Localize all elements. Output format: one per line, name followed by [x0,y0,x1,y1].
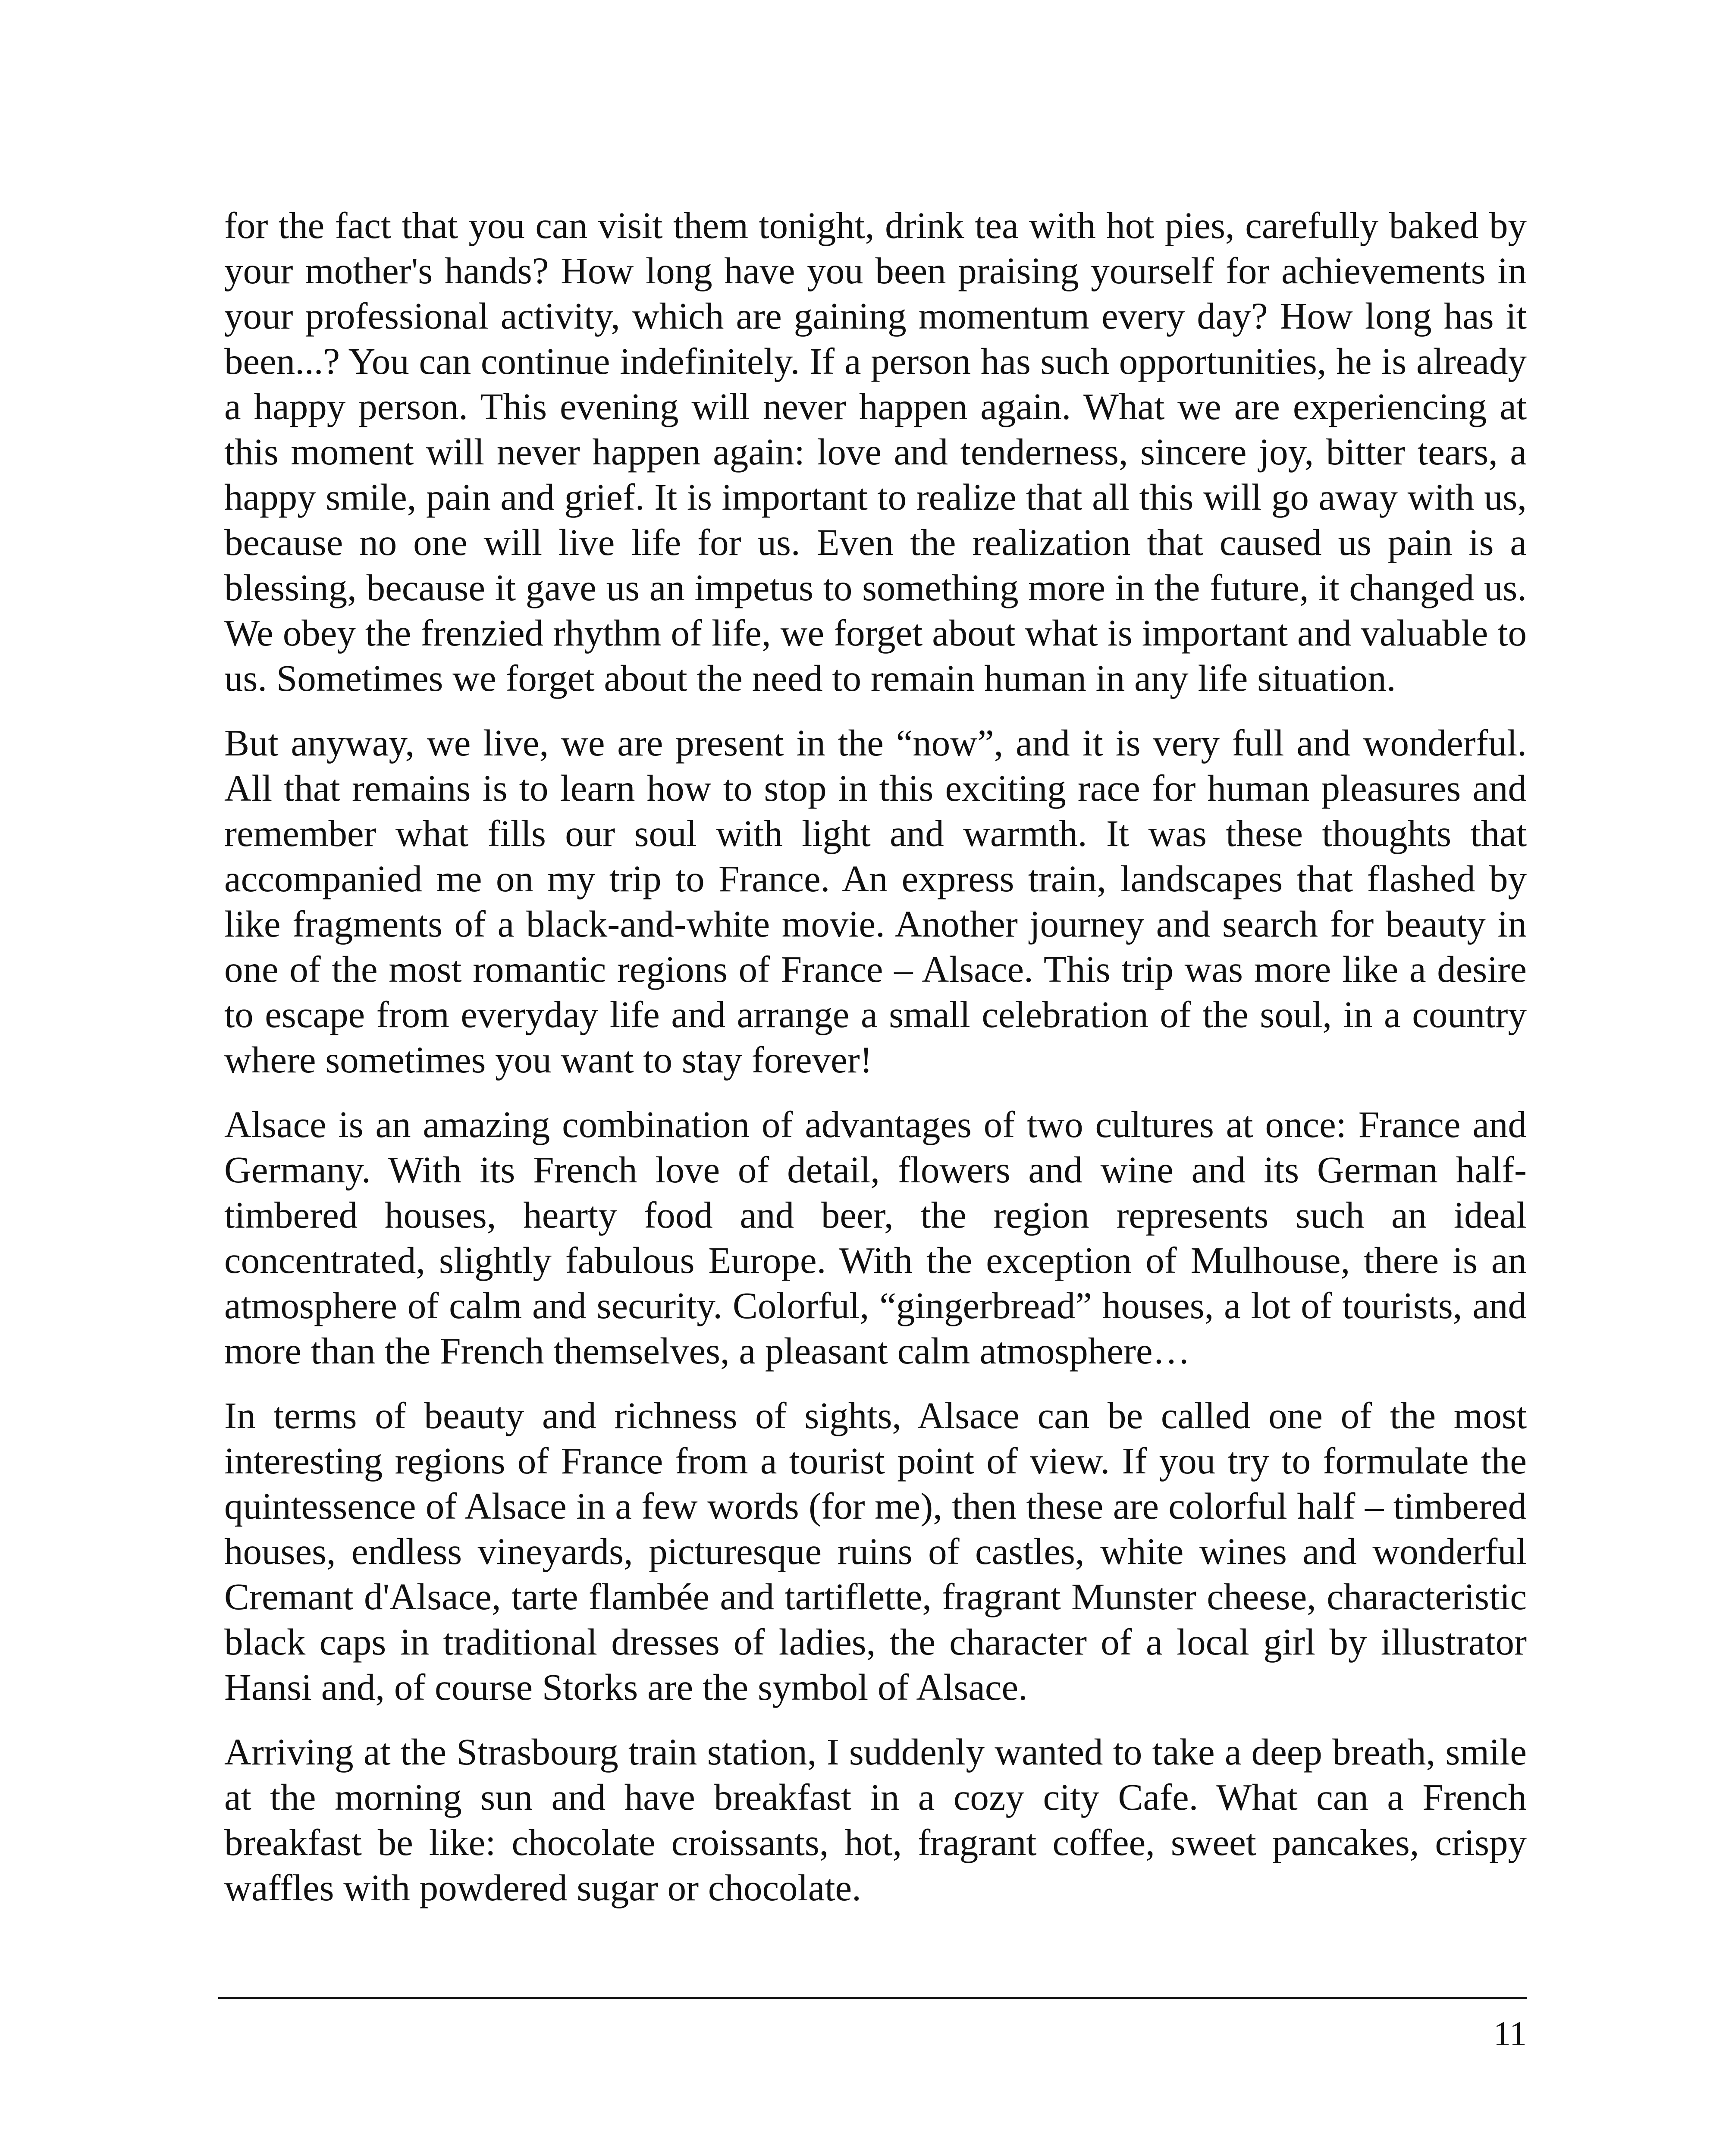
footer-divider [218,1997,1527,1999]
paragraph-1: for the fact that you can visit them tonight, drink tea with hot pies, carefully baked by your mother's hands? How long have you been praising yourself for achievements in your professional activity, which are gaining momentum every day? How long has it been...? You can continue indefinitely. If a person has such opportunities, he is already a happy person. This evening will never happen again. What we are experiencing at this moment will never happen again: love and tenderness, sincere joy, bitter tears, a happy smile, pain and grief. It is important to realize that all this will go away with us, because no one will live life for us. Even the realization that caused us pain is a blessing, because it gave us an impetus to something more in the future, it changed us. We obey the frenzied rhythm of life, we forget about what is important and valuable to us. Sometimes we forget about the need to remain human in any life situation. [224,204,1527,699]
paragraph-3: Alsace is an amazing combination of advantages of two cultures at once: France and Germany. With its French love of detail, flowers and wine and its German half-timbered houses, hearty food and beer, the region represents such an ideal concentrated, slightly fabulous Europe. With the exception of Mulhouse, there is an atmosphere of calm and security. Colorful, “gingerbread” houses, a lot of tourists, and more than the French themselves, a pleasant calm atmosphere… [224,1103,1527,1372]
paragraph-2: But anyway, we live, we are present in the “now”, and it is very full and wonderful. All that remains is to learn how to stop in this exciting race for human pleasures and remember what fills our soul with light and warmth. It was these thoughts that accompanied me on my trip to France. An express train, landscapes that flashed by like fragments of a black-and-white movie. Another journey and search for beauty in one of the most romantic regions of France – Alsace. This trip was more like a desire to escape from everyday life and arrange a small celebration of the soul, in a country where sometimes you want to stay forever! [224,722,1527,1081]
page-number: 11 [1493,2015,1527,2053]
paragraph-5: Arriving at the Strasbourg train station, I suddenly wanted to take a deep breath, smile at the morning sun and have breakfast in a cozy city Cafe. What can a French breakfast be like: chocolate croissants, hot, fragrant coffee, sweet pancakes, crispy waffles with powdered sugar or chocolate. [224,1731,1527,1908]
body-text [224,203,1527,1930]
paragraph-4: In terms of beauty and richness of sights, Alsace can be called one of the most interesting regions of France from a tourist point of view. If you try to formulate the quintessence of Alsace in a few words (for me), then these are colorful half – timbered houses, endless vineyards, picturesque ruins of castles, white wines and wonderful Cremant d'Alsace, tarte flambée and tartiflette, fragrant Munster cheese, characteristic black caps in traditional dresses of ladies, the character of a local girl by illustrator Hansi and, of course Storks are the symbol of Alsace. [224,1395,1527,1708]
